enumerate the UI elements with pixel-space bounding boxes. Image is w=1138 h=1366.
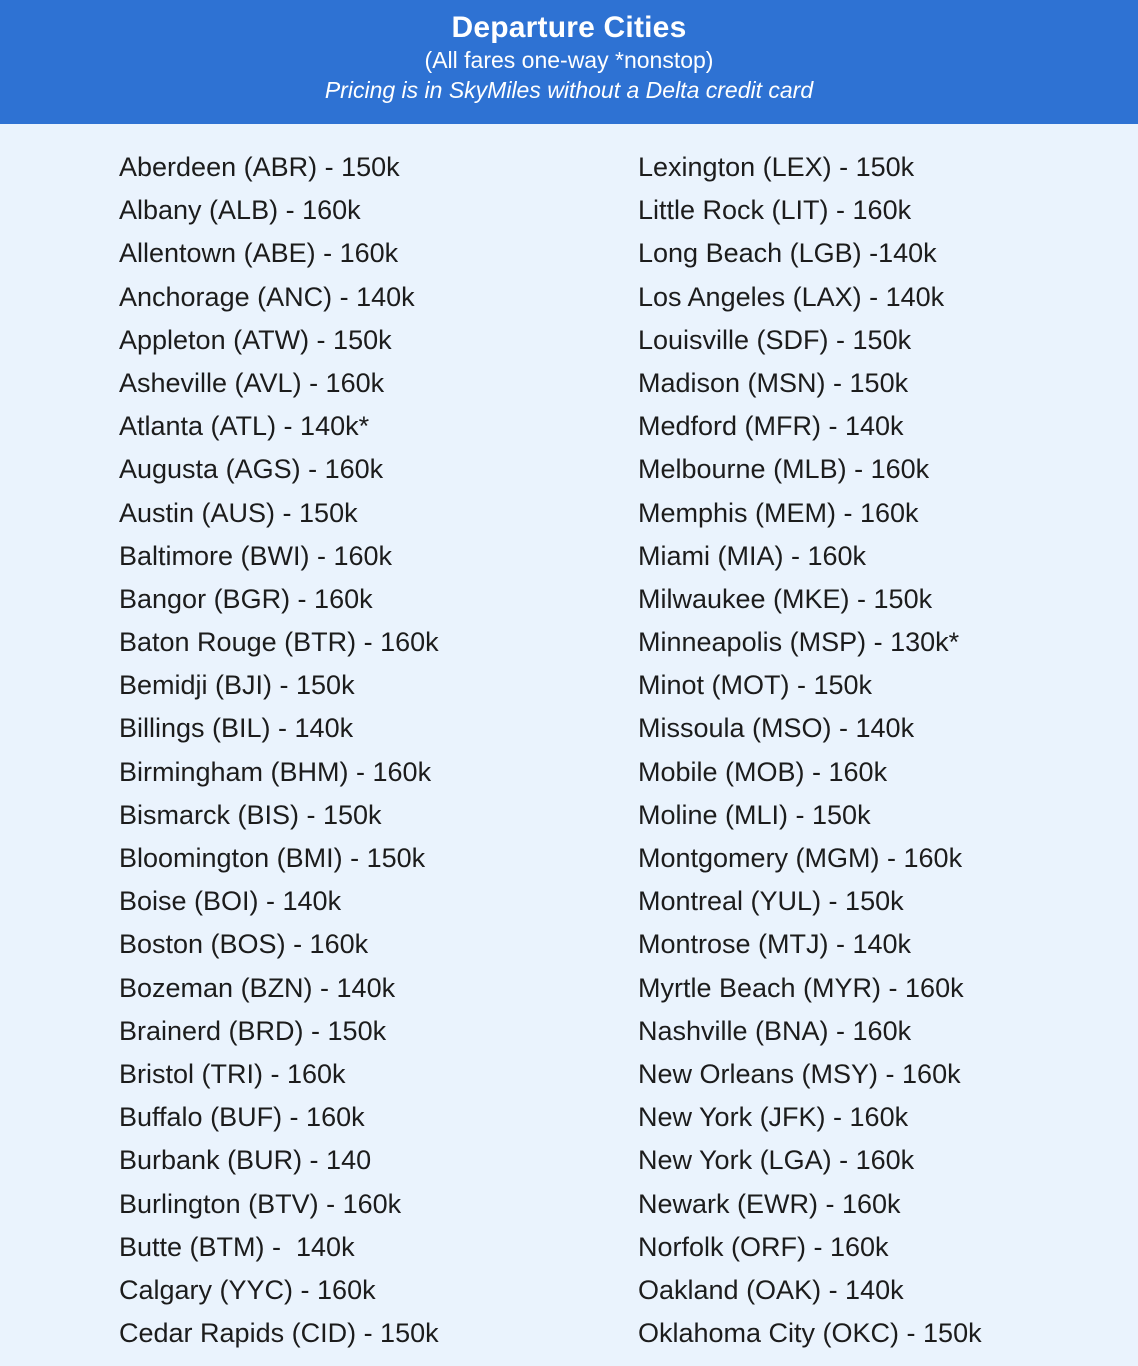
city-item: Montrose (MTJ) - 140k [638, 929, 912, 960]
city-item: Minot (MOT) - 150k [638, 670, 873, 701]
city-item: Asheville (AVL) - 160k [119, 367, 385, 398]
city-item: Miami (MIA) - 160k [638, 540, 867, 571]
city-item: Newark (EWR) - 160k [638, 1188, 901, 1219]
city-item: Norfolk (ORF) - 160k [638, 1231, 889, 1262]
city-item: Austin (AUS) - 150k [119, 497, 358, 528]
city-item: Burbank (BUR) - 140 [119, 1145, 372, 1176]
city-item: Allentown (ABE) - 160k [119, 238, 399, 269]
city-item: Bloomington (BMI) - 150k [119, 843, 426, 873]
city-item: Bristol (TRI) - 160k [119, 1058, 346, 1089]
city-item: Albany (ALB) - 160k [119, 195, 361, 226]
city-item: Bismarck (BIS) - 150k [119, 799, 382, 830]
city-item: Boise (BOI) - 140k [119, 886, 342, 917]
city-item: Baton Rouge (BTR) - 160k [119, 627, 439, 658]
city-item: Medford (MFR) - 140k [638, 411, 904, 442]
city-item: Billings (BIL) - 140k [119, 713, 354, 744]
city-item: New Orleans (MSY) - 160k [638, 1058, 961, 1089]
city-item: Madison (MSN) - 150k [638, 367, 909, 398]
city-item: New York (LGA) - 160k [638, 1145, 915, 1176]
city-item: Birmingham (BHM) - 160k [119, 756, 432, 787]
city-item: Minneapolis (MSP) - 130k* [638, 627, 960, 658]
city-item: Burlington (BTV) - 160k [119, 1188, 402, 1219]
city-item: New York (JFK) - 160k [638, 1102, 909, 1133]
city-item: Louisville (SDF) - 150k [638, 324, 912, 355]
city-item: Brainerd (BRD) - 150k [119, 1015, 387, 1046]
city-item: Los Angeles (LAX) - 140k [638, 281, 945, 312]
city-item: Milwaukee (MKE) - 150k [638, 583, 933, 614]
city-item: Moline (MLI) - 150k [638, 799, 871, 830]
city-item: Baltimore (BWI) - 160k [119, 540, 393, 571]
city-item: Long Beach (LGB) -140k [638, 238, 937, 269]
city-item: Mobile (MOB) - 160k [638, 756, 888, 787]
city-item: Nashville (BNA) - 160k [638, 1015, 912, 1046]
city-item: Myrtle Beach (MYR) - 160k [638, 972, 964, 1003]
city-item: Bozeman (BZN) - 140k [119, 972, 396, 1003]
city-item: Calgary (YYC) - 160k [119, 1274, 376, 1305]
city-item: Bangor (BGR) - 160k [119, 583, 373, 614]
city-item: Appleton (ATW) - 150k [119, 324, 392, 355]
city-item: Anchorage (ANC) - 140k [119, 281, 415, 312]
city-list-area [0, 124, 1138, 1366]
page-title: Departure Cities [451, 11, 687, 44]
pricing-note: Pricing is in SkyMiles without a Delta credit card [324, 77, 814, 103]
city-list-left [119, 146, 439, 1355]
city-item: Augusta (AGS) - 160k [119, 454, 384, 485]
page-subtitle: (All fares one-way *nonstop) [424, 47, 714, 73]
city-item: Cedar Rapids (CID) - 150k [119, 1318, 439, 1349]
city-item: Boston (BOS) - 160k [119, 929, 369, 960]
city-item: Missoula (MSO) - 140k [638, 713, 915, 744]
city-item: Memphis (MEM) - 160k [638, 497, 919, 528]
city-item: Aberdeen (ABR) - 150k [119, 152, 400, 182]
city-item: Oklahoma City (OKC) - 150k [638, 1318, 982, 1349]
city-item: Atlanta (ATL) - 140k* [119, 411, 370, 442]
city-item: Little Rock (LIT) - 160k [638, 195, 912, 226]
header-banner [0, 0, 1138, 124]
city-item: Lexington (LEX) - 150k [638, 152, 915, 182]
city-item: Buffalo (BUF) - 160k [119, 1102, 365, 1133]
city-item: Oakland (OAK) - 140k [638, 1274, 904, 1305]
city-item: Montreal (YUL) - 150k [638, 886, 904, 917]
city-item: Montgomery (MGM) - 160k [638, 843, 963, 873]
city-list-right [638, 146, 982, 1355]
city-item: Bemidji (BJI) - 150k [119, 670, 355, 701]
city-item: Butte (BTM) - 140k [119, 1231, 355, 1262]
city-item: Melbourne (MLB) - 160k [638, 454, 930, 485]
